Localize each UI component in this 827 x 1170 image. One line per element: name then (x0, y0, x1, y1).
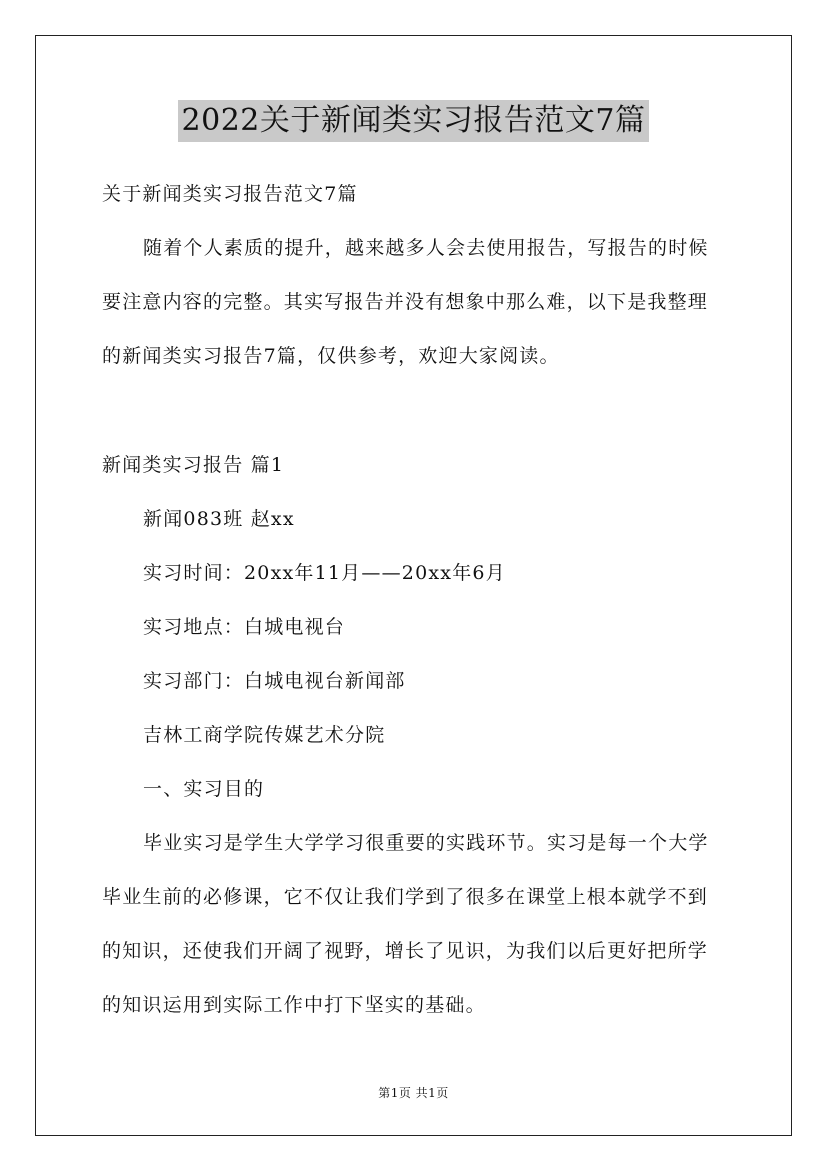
subtitle: 关于新闻类实习报告范文7篇 (102, 183, 358, 205)
section-heading: 新闻类实习报告 篇1 (102, 454, 285, 476)
page-footer: 第1页 共1页 (378, 1086, 449, 1100)
purpose-line-1: 毕业实习是学生大学学习很重要的实践环节。实习是每一个大学 (143, 832, 709, 854)
purpose-heading: 一、实习目的 (143, 778, 265, 800)
purpose-line-4: 的知识运用到实际工作中打下坚实的基础。 (102, 994, 486, 1016)
info-location: 实习地点：白城电视台 (143, 616, 346, 638)
info-department: 实习部门：白城电视台新闻部 (143, 670, 406, 692)
document-title: 2022关于新闻类实习报告范文7篇 (178, 100, 650, 142)
info-time: 实习时间：20xx年11月——20xx年6月 (143, 562, 506, 584)
intro-line-1: 随着个人素质的提升，越来越多人会去使用报告，写报告的时候 (143, 237, 709, 259)
intro-line-3: 的新闻类实习报告7篇，仅供参考，欢迎大家阅读。 (102, 345, 560, 367)
purpose-line-2: 毕业生前的必修课，它不仅让我们学到了很多在课堂上根本就学不到 (102, 886, 709, 908)
title-container (0, 100, 827, 142)
info-school: 吉林工商学院传媒艺术分院 (143, 724, 386, 746)
info-class-name: 新闻083班 赵xx (143, 508, 295, 530)
intro-line-2: 要注意内容的完整。其实写报告并没有想象中那么难，以下是我整理 (102, 291, 709, 313)
purpose-line-3: 的知识，还使我们开阔了视野，增长了见识，为我们以后更好把所学 (102, 940, 709, 962)
